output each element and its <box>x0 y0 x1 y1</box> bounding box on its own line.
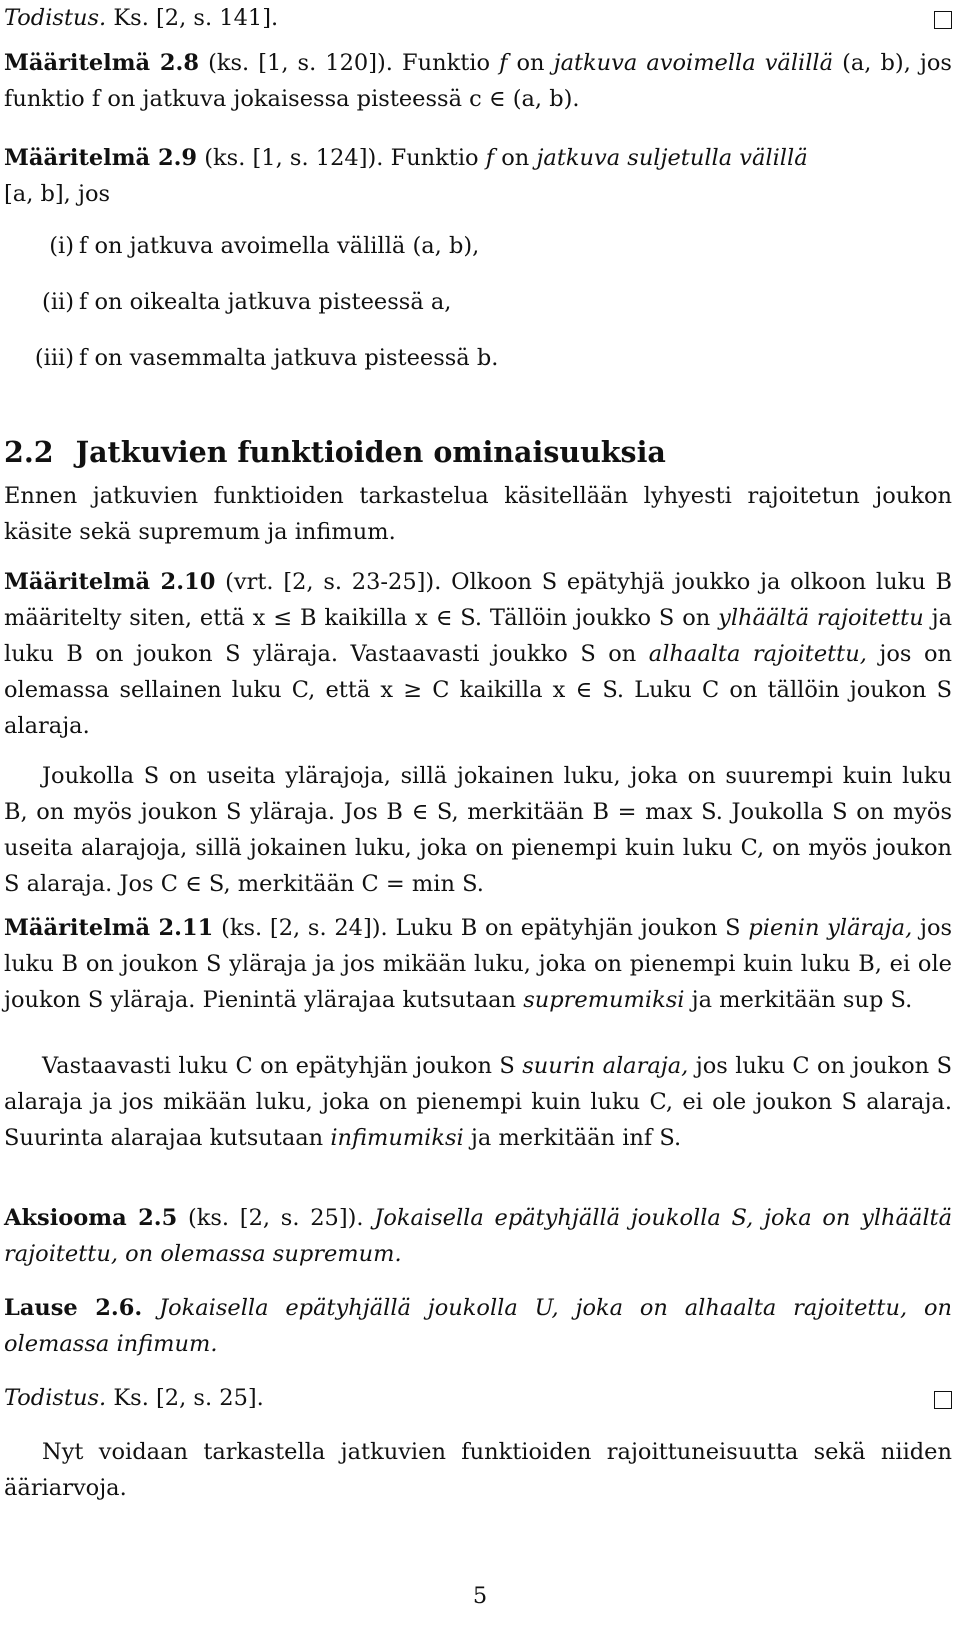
definition-emphasis: supremumiksi <box>523 987 685 1013</box>
definition-text: [a, b], jos <box>4 181 111 207</box>
definition-2-11-paragraph-2 <box>4 1048 952 1156</box>
list-item-text: f on vasemmalta jatkuva pisteessä b. <box>79 345 499 371</box>
section-number: 2.2 <box>4 435 54 469</box>
list-item-text: f on jatkuva avoimella välillä (a, b), <box>79 233 480 259</box>
proof-text: Ks. [2, s. 25]. <box>113 1385 264 1411</box>
definition-emphasis: jatkuva avoimella välillä <box>553 50 834 76</box>
definition-title: Määritelmä 2.9 <box>4 145 198 171</box>
definition-text: Olkoon S epätyhjä joukko ja olkoon luku B määritelty siten, että x ≤ B kaikilla x ∈ S. Tällöin joukko S on <box>4 569 952 631</box>
definition-2-10 <box>4 564 952 744</box>
lemma-2-6 <box>4 1290 952 1362</box>
page-number: 5 <box>472 1583 488 1609</box>
math-f: f <box>485 145 495 171</box>
definition-text: Funktio <box>390 145 479 171</box>
axiom-ref: (ks. [2, s. 25]). <box>187 1205 364 1231</box>
axiom-title: Aksiooma 2.5 <box>4 1205 178 1231</box>
definition-text: (a, b), jos funktio <box>4 50 952 112</box>
lemma-text: Jokaisella epätyhjällä joukolla U, joka on alhaalta rajoitettu, on olemassa infimum. <box>4 1295 952 1357</box>
list-item-label: (iii) <box>34 345 74 371</box>
definition-emphasis: alhaalta rajoitettu, <box>648 641 867 667</box>
proof-label: Todistus. <box>4 1385 107 1411</box>
definition-title: Määritelmä 2.11 <box>4 915 214 941</box>
definition-emphasis: jatkuva suljetulla välillä <box>536 145 808 171</box>
section-heading <box>4 432 666 472</box>
definition-text: Funktio <box>402 50 491 76</box>
definition-2-9 <box>4 140 952 212</box>
definition-title: Määritelmä 2.10 <box>4 569 216 595</box>
lemma-title: Lause 2.6. <box>4 1295 143 1321</box>
list-item-label: (i) <box>49 233 74 259</box>
proof-text: Ks. [2, s. 141]. <box>113 5 279 31</box>
definition-text: ja merkitään sup S. <box>691 987 913 1013</box>
proof-label: Todistus. <box>4 5 107 31</box>
definition-text: Luku B on epätyhjän joukon S <box>395 915 741 941</box>
definition-text: ja luku B on joukon S yläraja. Vastaavasti joukko S on <box>4 605 952 667</box>
closing-paragraph: Nyt voidaan tarkastella jatkuvien funktioiden rajoittuneisuutta sekä niiden ääriarvoja. <box>4 1439 952 1501</box>
definition-2-8 <box>4 45 952 117</box>
math-f: f <box>499 50 508 76</box>
definition-text: on <box>516 50 545 76</box>
axiom-text: Jokaisella epätyhjällä joukolla S, joka on ylhäältä rajoitettu, on olemassa supremum. <box>4 1205 952 1267</box>
definition-emphasis: infimumiksi <box>330 1125 464 1151</box>
definition-text: jos luku B on joukon S yläraja ja jos mikään luku, joka on pienempi kuin luku B, ei ole joukon S yläraja. Pienintä ylärajaa kutsutaan <box>4 915 953 1013</box>
definition-text: Vastaavasti luku C on epätyhjän joukon S <box>42 1053 515 1079</box>
definition-ref: (ks. [1, s. 124]). <box>204 145 384 171</box>
definition-emphasis: suurin alaraja, <box>522 1053 689 1079</box>
proof-1 <box>4 0 952 36</box>
definition-text: jos luku C on joukon S alaraja ja jos mikään luku, joka on pienempi kuin luku C, ei ole joukon S alaraja. Suurinta alarajaa kutsutaan <box>4 1053 952 1151</box>
section-title: Jatkuvien funktioiden ominaisuuksia <box>75 435 666 469</box>
definition-ref: (vrt. [2, s. 23-25]). <box>225 569 442 595</box>
definition-ref: (ks. [2, s. 24]). <box>221 915 388 941</box>
definition-text: f on jatkuva jokaisessa pisteessä c ∈ (a, b). <box>91 86 580 112</box>
definition-text: jos on olemassa sellainen luku C, että x ≥ C kaikilla x ∈ S. Luku C on tällöin joukon S alaraja. <box>4 641 952 739</box>
definition-emphasis: ylhäältä rajoitettu <box>718 605 924 631</box>
definition-text: ja merkitään inf S. <box>470 1125 682 1151</box>
definition-2-11 <box>4 910 952 1018</box>
definition-title: Määritelmä 2.8 <box>4 50 199 76</box>
bounds-paragraph: Joukolla S on useita ylärajoja, sillä jokainen luku, joka on suurempi kuin luku B, on myös joukon S yläraja. Jos B ∈ S, merkitään B = max S. Joukolla S on myös useita alarajoja, sillä jokainen luku, joka on pienempi kuin luku C, on myös joukon S alaraja. Jos C ∈ S, merkitään C = min S. <box>4 763 952 897</box>
proof-2 <box>4 1380 952 1416</box>
definition-text: on <box>501 145 530 171</box>
axiom-2-5 <box>4 1200 952 1272</box>
definition-emphasis: pienin yläraja, <box>748 915 913 941</box>
definition-ref: (ks. [1, s. 120]). <box>208 50 393 76</box>
qed-square-icon <box>934 11 952 29</box>
qed-square-icon <box>934 1391 952 1409</box>
intro-paragraph: Ennen jatkuvien funktioiden tarkastelua käsitellään lyhyesti rajoitetun joukon käsite sekä supremum ja infimum. <box>4 483 952 545</box>
document-page <box>4 0 956 1627</box>
list-item-text: f on oikealta jatkuva pisteessä a, <box>79 289 452 315</box>
list-item-label: (ii) <box>42 289 74 315</box>
